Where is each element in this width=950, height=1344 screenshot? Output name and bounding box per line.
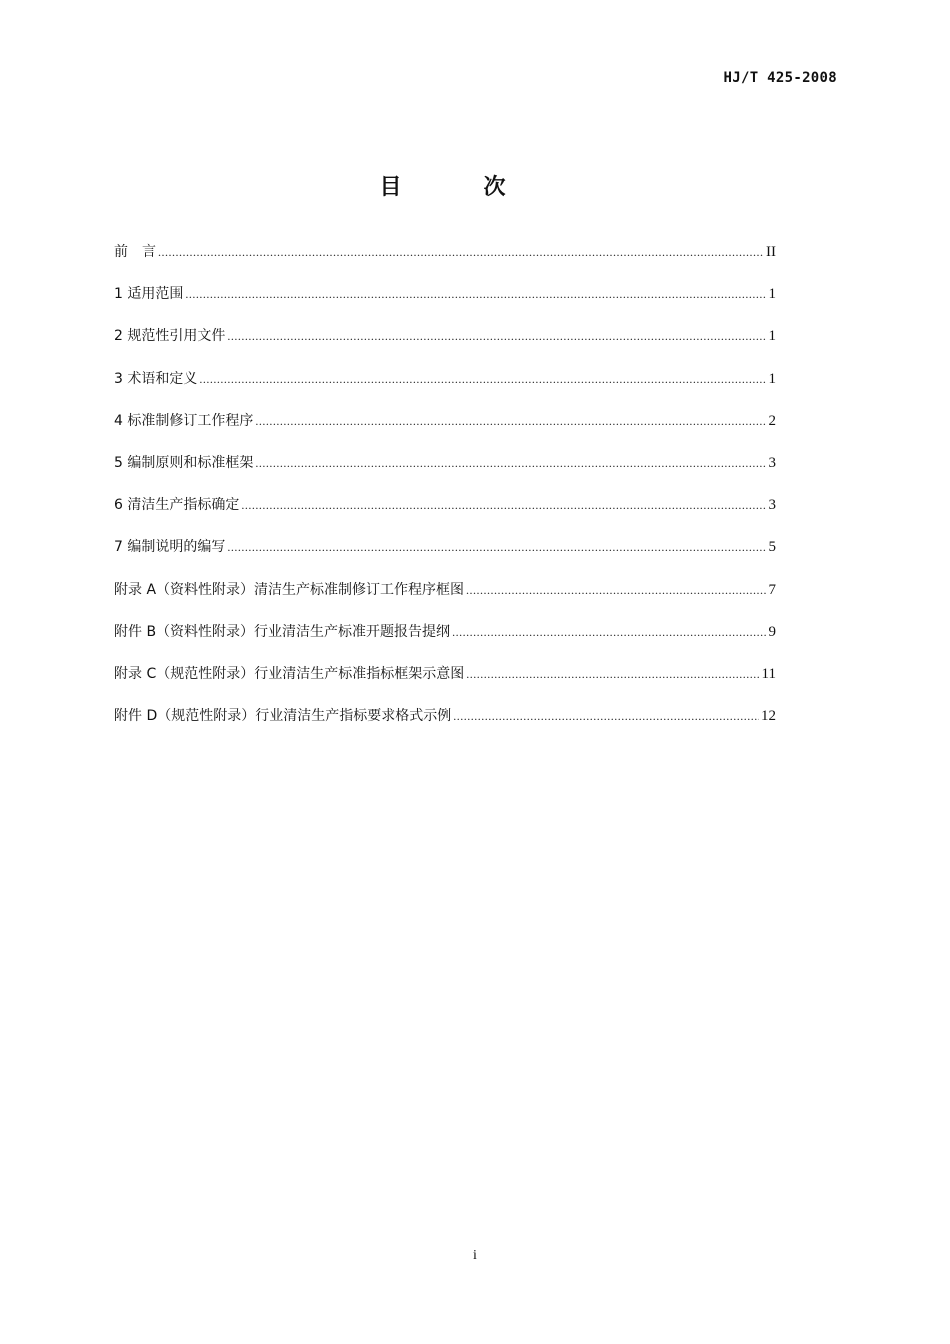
toc-entry-label: 1 适用范围 bbox=[114, 286, 184, 303]
toc-entry-page: II bbox=[766, 244, 776, 260]
toc-leader-dots bbox=[453, 706, 759, 726]
toc-entry-label: 2 规范性引用文件 bbox=[114, 328, 226, 345]
toc-entry-page: 3 bbox=[768, 497, 776, 514]
toc-entry-appendix-d[interactable] bbox=[114, 706, 776, 748]
document-code: HJ/T 425-2008 bbox=[723, 70, 837, 86]
toc-leader-dots bbox=[255, 411, 766, 431]
toc-entry-appendix-a[interactable] bbox=[114, 580, 776, 622]
toc-entry-page: 2 bbox=[768, 412, 776, 429]
toc-entry-label: 6 清洁生产指标确定 bbox=[114, 497, 240, 514]
toc-entry-preface[interactable] bbox=[114, 242, 776, 284]
toc-leader-dots bbox=[466, 580, 766, 600]
toc-entry-page: 7 bbox=[768, 581, 776, 598]
toc-leader-dots bbox=[227, 326, 766, 346]
toc-entry-label: 3 术语和定义 bbox=[114, 370, 198, 387]
toc-entry-page: 11 bbox=[761, 665, 776, 682]
toc-entry-2[interactable] bbox=[114, 326, 776, 368]
toc-entry-1[interactable] bbox=[114, 284, 776, 326]
toc-leader-dots bbox=[158, 242, 764, 262]
toc-entry-label: 附录 A（资料性附录）清洁生产标准制修订工作程序框图 bbox=[114, 581, 465, 598]
toc-leader-dots bbox=[452, 622, 766, 642]
toc-leader-dots bbox=[227, 537, 766, 557]
toc-leader-dots bbox=[241, 495, 766, 515]
toc-leader-dots bbox=[199, 369, 766, 389]
toc-entry-page: 5 bbox=[768, 539, 776, 556]
toc-entry-7[interactable] bbox=[114, 537, 776, 579]
toc-entry-label: 附录 C（规范性附录）行业清洁生产标准指标框架示意图 bbox=[114, 665, 465, 682]
page-number: i bbox=[473, 1248, 477, 1263]
toc-leader-dots bbox=[255, 453, 766, 473]
toc-entry-label: 附件 B（资料性附录）行业清洁生产标准开题报告提纲 bbox=[114, 623, 451, 640]
toc-leader-dots bbox=[466, 664, 759, 684]
toc-entry-label: 前 言 bbox=[114, 244, 156, 260]
toc-entry-label: 7 编制说明的编写 bbox=[114, 539, 226, 556]
toc-leader-dots bbox=[185, 284, 766, 304]
toc-entry-5[interactable] bbox=[114, 453, 776, 495]
toc-entry-label: 4 标准制修订工作程序 bbox=[114, 412, 254, 429]
toc-entry-appendix-b[interactable] bbox=[114, 622, 776, 664]
toc-entry-label: 附件 D（规范性附录）行业清洁生产指标要求格式示例 bbox=[114, 708, 452, 725]
toc-entry-appendix-c[interactable] bbox=[114, 664, 776, 706]
table-of-contents bbox=[114, 242, 776, 748]
toc-entry-3[interactable] bbox=[114, 369, 776, 411]
toc-entry-page: 9 bbox=[768, 623, 776, 640]
toc-entry-6[interactable] bbox=[114, 495, 776, 537]
toc-entry-page: 1 bbox=[768, 328, 776, 345]
toc-entry-page: 1 bbox=[768, 370, 776, 387]
toc-entry-page: 1 bbox=[768, 286, 776, 303]
toc-title: 目 次 bbox=[379, 175, 536, 200]
toc-entry-label: 5 编制原则和标准框架 bbox=[114, 454, 254, 471]
toc-entry-4[interactable] bbox=[114, 411, 776, 453]
toc-entry-page: 12 bbox=[761, 708, 776, 725]
toc-entry-page: 3 bbox=[768, 454, 776, 471]
